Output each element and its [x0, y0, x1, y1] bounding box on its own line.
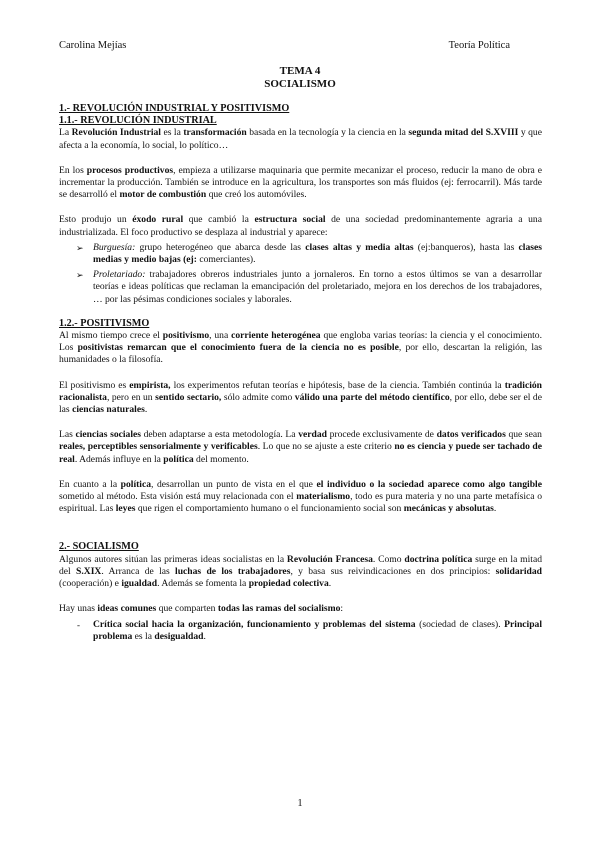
- list-item-burguesia: ➢ Burguesía: grupo heterogéneo que abarca desde las clases altas y media altas (ej:banqueros), hasta las clases medias y medio bajas (ej: comerciantes).: [76, 241, 542, 266]
- section-1-heading: 1.- REVOLUCIÓN INDUSTRIAL Y POSITIVISMO: [59, 103, 290, 114]
- arrow-bullet-icon: ➢: [76, 270, 84, 281]
- paragraph-empirista: El positivismo es empirista, los experimentos refutan teorías e hipótesis, base de la ciencia. También continúa la tradición racionalista, pero en un sentido sectario, sólo admite como válido una parte del método científico, por ello, debe ser el de las ciencias naturales.: [59, 379, 542, 416]
- paragraph-politica: En cuanto a la política, desarrollan un punto de vista en el que el individuo o la sociedad aparece como algo tangible sometido al método. Esta visión está muy relacionada con el materialismo, todo es pura materia y no una parte metafísica o espiritual. Las leyes que rigen el comportamiento humano o el funcionamiento social son mecánicas y absolutas.: [59, 478, 543, 515]
- paragraph-ideas-comunes: Hay unas ideas comunes que comparten todas las ramas del socialismo:: [59, 603, 344, 615]
- document-body: [59, 103, 542, 646]
- topic-title: SOCIALISMO: [264, 78, 336, 90]
- paragraph-revolucion-industrial: La Revolución Industrial es la transformación basada en la tecnología y la ciencia en la segunda mitad del S.XVIII y que afecta a la economía, lo social, lo político…: [59, 127, 542, 151]
- paragraph-procesos-productivos: En los procesos productivos, empieza a utilizarse maquinaria que permite mecanizar el proceso, reducir la mano de obra e incrementar la producción. También se introduce en la agricultura, los transportes son más fluidos (ej: ferrocarril). Más tarde se desarrolló el motor de combustión que creó los automóviles.: [59, 164, 543, 201]
- topic-number: TEMA 4: [279, 65, 321, 77]
- list-item-critica-social: - Crítica social hacia la organización, funcionamiento y problemas del sistema (sociedad de clases). Principal problema es la desigualdad.: [77, 618, 542, 642]
- section-2-heading: 2.- SOCIALISMO: [59, 541, 139, 553]
- paragraph-exodo-rural: Esto produjo un éxodo rural que cambió la estructura social de una sociedad predominantemente agraria a una industrializada. El foco productivo se desplaza al industrial y aparece:: [59, 214, 542, 238]
- list-item-proletariado: ➢ Proletariado: trabajadores obreros industriales junto a jornaleros. En torno a estos últimos se van a desarrollar teorías e ideas políticas que reclaman la emancipación del proletariado, mejora en los derechos de los trabajadores, … por las pésimas condiciones sociales y laborales.: [76, 269, 542, 305]
- social-classes-list: [59, 242, 542, 306]
- section-1-2-heading: 1.2.- POSITIVISMO: [59, 317, 150, 329]
- header-subject: Teoría Política: [448, 40, 510, 51]
- section-1-1-heading: 1.1.- REVOLUCIÓN INDUSTRIAL: [59, 115, 217, 127]
- paragraph-socialismo: Algunos autores sitúan las primeras ideas socialistas en la Revolución Francesa. Como doctrina política surge en la mitad del S.XIX. Arranca de las luchas de los trabajadores, y basa sus reivindicaciones en dos principios: solidaridad (cooperación) e igualdad. Además se fomenta la propiedad colectiva.: [59, 553, 543, 590]
- common-ideas-list: [59, 619, 542, 643]
- header-author: Carolina Mejías: [59, 40, 127, 51]
- arrow-bullet-icon: ➢: [76, 242, 84, 253]
- paragraph-ciencias-sociales: Las ciencias sociales deben adaptarse a esta metodología. La verdad procede exclusivamente de datos verificados que sean reales, perceptibles sensorialmente y verificables. Lo que no se ajuste a este criterio no es ciencia y puede ser tachado de real. Además influye en la política del momento.: [59, 429, 543, 465]
- paragraph-positivismo: Al mismo tiempo crece el positivismo, una corriente heterogénea que engloba varias teorías: la ciencia y el conocimiento. Los positivistas remarcan que el conocimiento fuera de la ciencia no es posible, por ello, descartan la religión, las humanidades o la filosofía.: [59, 330, 543, 366]
- page-number: 1: [297, 798, 303, 809]
- dash-bullet: -: [77, 619, 80, 630]
